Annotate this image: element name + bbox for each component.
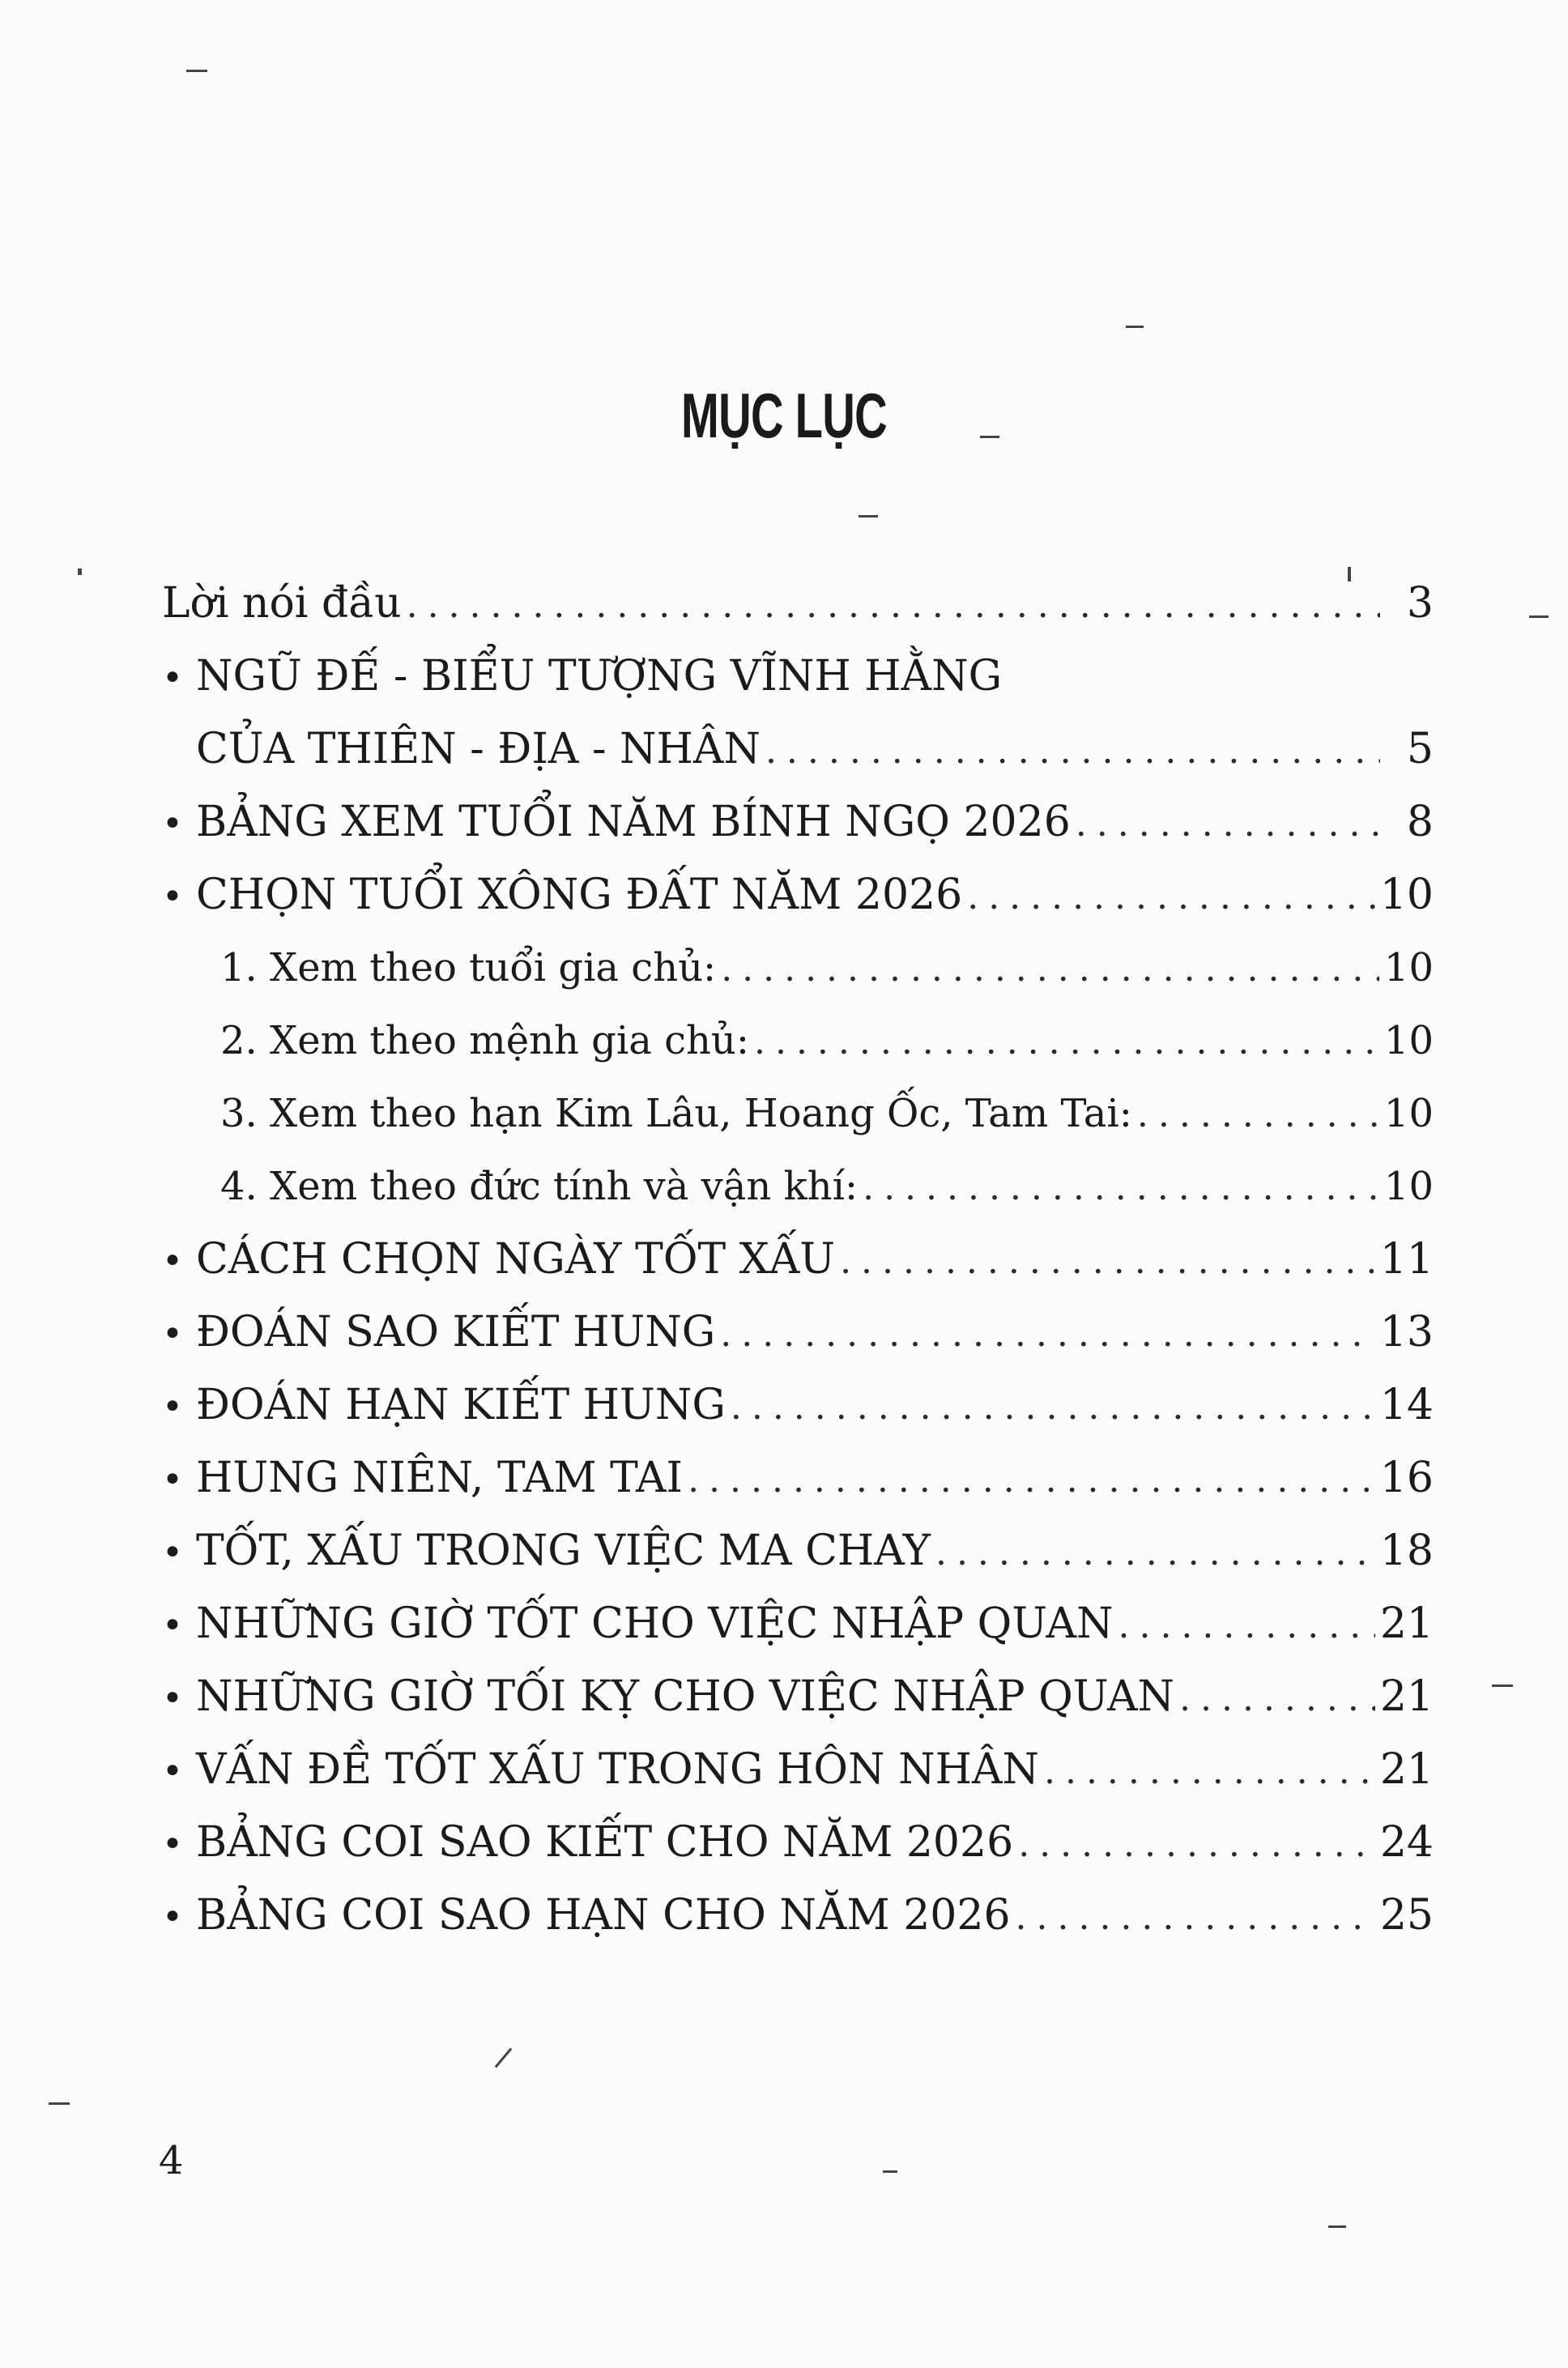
toc-subentry [162,931,1434,1004]
bullet-icon: • [162,876,183,918]
toc-entry-page: 10 [1383,945,1434,990]
toc-entry-page: 10 [1383,1164,1434,1209]
toc-entry [162,1369,1434,1442]
toc-entry-page: 14 [1379,1381,1434,1429]
toc-entry [162,1442,1434,1514]
dot-leader [935,1517,1375,1590]
scan-speck [78,569,82,575]
dot-leader [1044,1736,1375,1808]
bullet-icon: • [162,1897,183,1938]
bullet-icon: • [162,658,183,699]
toc-entry-label: NHỮNG GIỜ TỐT CHO VIỆC NHẬP QUAN [196,1599,1114,1648]
toc-entry-label: BẢNG XEM TUỔI NĂM BÍNH NGỌ 2026 [196,798,1071,846]
scan-speck [186,70,207,72]
toc-entry-label: HUNG NIÊN, TAM TAI [196,1454,684,1502]
bullet-icon: • [162,1678,183,1719]
toc-entry-page: 8 [1406,798,1434,846]
toc-entry [162,1733,1434,1806]
scan-speck [1126,326,1144,328]
dot-leader [731,1371,1375,1444]
toc-entry-label: 3. Xem theo hạn Kim Lâu, Hoang Ốc, Tam Tai: [220,1091,1132,1136]
dot-leader [1118,1590,1375,1663]
toc-entry-page: 24 [1379,1818,1434,1867]
toc-entry-continuation [162,713,1434,786]
scan-speck [1492,1684,1513,1687]
toc-entry [162,1806,1434,1879]
dot-leader [1179,1663,1375,1736]
toc-entry-page: 25 [1379,1891,1434,1940]
toc-entry-label: Lời nói đầu [162,579,402,628]
toc-entry [162,1223,1434,1296]
dot-leader [754,1006,1379,1079]
dot-leader [721,933,1379,1006]
dot-leader [720,1298,1375,1371]
toc-subentry [162,1004,1434,1077]
toc-entry-label: CHỌN TUỔI XÔNG ĐẤT NĂM 2026 [196,871,963,919]
toc-entry-label: ĐOÁN HẠN KIẾT HUNG [196,1381,726,1429]
toc-entry-label: BẢNG COI SAO HẠN CHO NĂM 2026 [196,1891,1011,1940]
scan-speck [859,515,878,517]
toc-entry-label: NGŨ ĐẾ - BIỂU TƯỢNG VĨNH HẰNG [196,652,1003,701]
toc-entry [162,1587,1434,1660]
toc-entry-label: ĐOÁN SAO KIẾT HUNG [196,1308,716,1356]
bullet-icon: • [162,1314,183,1355]
scan-speck [883,2170,897,2173]
toc-subentry [162,1150,1434,1223]
dot-leader [1076,788,1380,861]
toc-entry-label: 4. Xem theo đức tính và vận khí: [220,1164,859,1209]
dot-leader [407,569,1380,642]
toc-entry-label: VẤN ĐỀ TỐT XẤU TRONG HÔN NHÂN [196,1745,1039,1794]
scan-speck [980,436,999,438]
toc-entry-label: CÁCH CHỌN NGÀY TỐT XẤU [196,1235,836,1284]
bullet-icon: • [162,1459,183,1501]
dot-leader [688,1444,1375,1517]
toc-entry-page: 18 [1379,1527,1434,1575]
toc-entry-page: 11 [1379,1235,1434,1284]
toc-entry-page: 21 [1379,1745,1434,1794]
toc-entry-page: 3 [1406,579,1434,628]
toc-entry [162,1514,1434,1587]
bullet-icon: • [162,1824,183,1865]
toc-entry-label: CỦA THIÊN - ĐỊA - NHÂN [196,725,761,773]
toc-entry [162,1879,1434,1952]
toc-entry-page: 10 [1383,1018,1434,1063]
toc-entry [162,858,1434,931]
toc-entry-page: 21 [1379,1599,1434,1648]
toc-entry-page: 10 [1383,1091,1434,1136]
dot-leader [840,1225,1375,1298]
toc-entry-page: 5 [1406,725,1434,773]
scan-speck [49,2102,70,2105]
dot-leader [1016,1881,1375,1954]
bullet-icon: • [162,1605,183,1646]
toc-entry-page: 21 [1379,1672,1434,1721]
dot-leader [863,1152,1379,1224]
page-number: 4 [159,2138,184,2183]
scan-speck [1529,615,1549,618]
toc-entry [162,567,1434,640]
toc-entry-label: 2. Xem theo mệnh gia chủ: [220,1018,750,1063]
scan-speck [1328,2225,1346,2228]
toc-entry-label: TỐT, XẤU TRONG VIỆC MA CHAY [196,1527,931,1575]
dot-leader [1018,1808,1375,1881]
dot-leader [1137,1079,1379,1152]
toc-entry [162,1660,1434,1733]
toc-subentry [162,1077,1434,1150]
scan-speck [495,2048,513,2068]
table-of-contents [162,567,1434,1952]
toc-entry-page: 10 [1379,871,1434,919]
toc-entry [162,1296,1434,1369]
scan-speck [1348,567,1351,581]
bullet-icon: • [162,1386,183,1428]
bullet-icon: • [162,1241,183,1282]
toc-entry-label: BẢNG COI SAO KIẾT CHO NĂM 2026 [196,1818,1014,1867]
bullet-icon: • [162,1751,183,1792]
toc-entry-page: 16 [1379,1454,1434,1502]
toc-entry [162,786,1434,858]
toc-entry-page: 13 [1379,1308,1434,1356]
toc-entry-label: NHỮNG GIỜ TỐI KỴ CHO VIỆC NHẬP QUAN [196,1672,1175,1721]
bullet-icon: • [162,1532,183,1574]
page-title: MỤC LỤC [681,380,887,451]
bullet-icon: • [162,803,183,845]
dot-leader [967,861,1375,934]
dot-leader [765,715,1380,788]
toc-entry-label: 1. Xem theo tuổi gia chủ: [220,945,717,990]
toc-entry [162,640,1434,713]
